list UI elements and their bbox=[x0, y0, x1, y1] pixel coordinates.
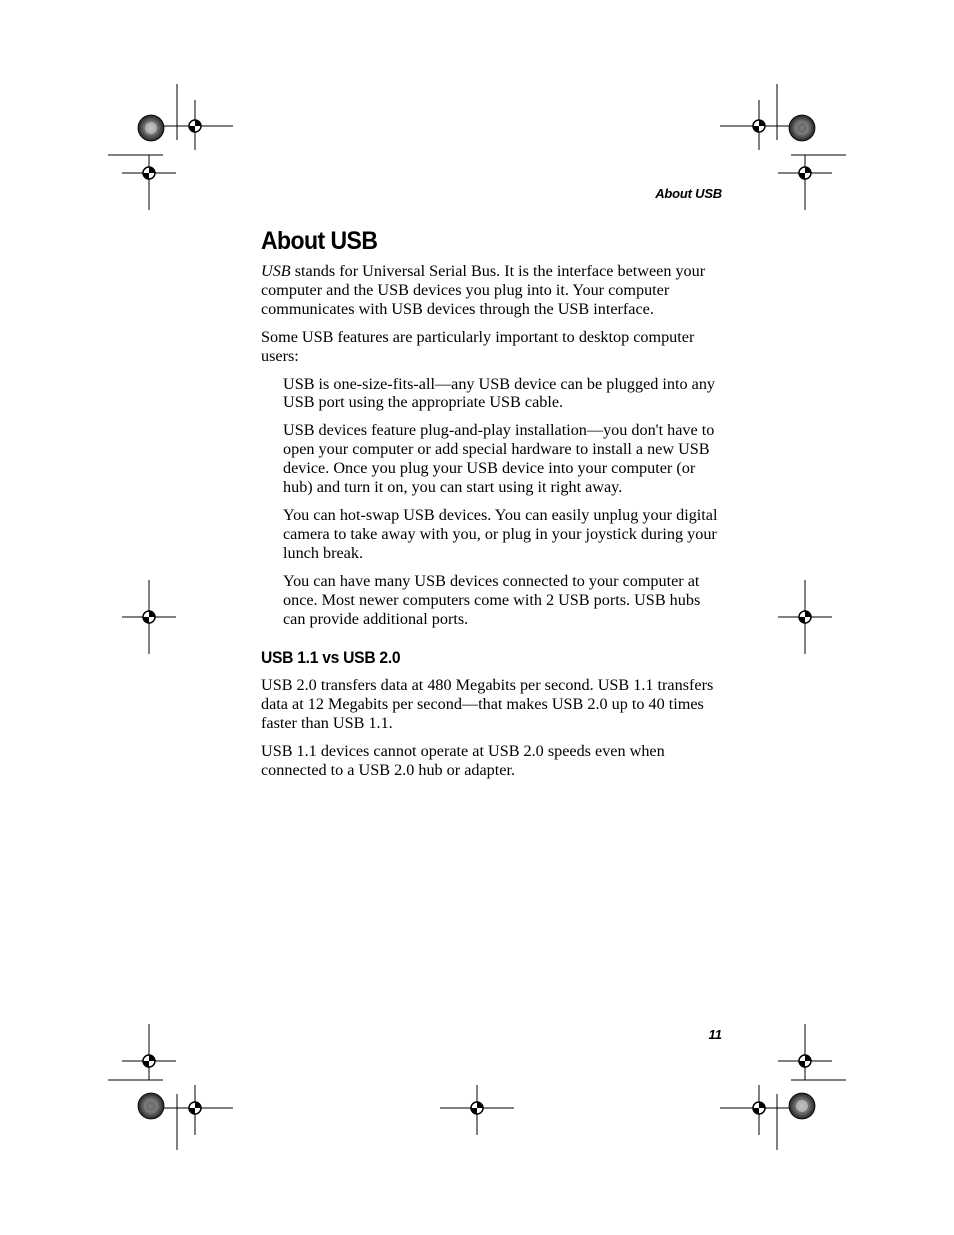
intro-text: stands for Universal Serial Bus. It is the interface between your computer and the USB devices you plug into it. Your computer communicates with USB devices through the USB interface. bbox=[261, 262, 706, 318]
starburst-disc-icon bbox=[789, 115, 815, 141]
starburst-disc-icon bbox=[789, 1093, 815, 1119]
feature-item: USB is one-size-fits-all—any USB device can be plugged into any USB port using the appropriate USB cable. bbox=[283, 374, 716, 412]
crosshair-target-icon bbox=[799, 611, 811, 623]
page-number: 11 bbox=[708, 1027, 722, 1042]
section-heading: USB 1.1 vs USB 2.0 bbox=[261, 648, 401, 668]
crosshair-target-icon bbox=[189, 120, 201, 132]
feature-item: USB devices feature plug-and-play installation—you don't have to open your computer or add special hardware to install a new USB device. Once you plug your USB device into your computer (or hub) and turn it on, you can start using it right away. bbox=[283, 421, 715, 497]
crosshair-target-icon bbox=[471, 1102, 483, 1114]
starburst-disc-icon bbox=[138, 115, 164, 141]
body-paragraph: USB 1.1 devices cannot operate at USB 2.0 speeds even when connected to a USB 2.0 hub or adapter. bbox=[261, 742, 665, 780]
crosshair-target-icon bbox=[143, 167, 155, 179]
crosshair-target-icon bbox=[799, 1055, 811, 1067]
running-head: About USB bbox=[655, 186, 722, 201]
feature-item: You can have many USB devices connected to your computer at once. Most newer computers come with 2 USB ports. USB hubs can provide additional ports. bbox=[283, 571, 701, 628]
page-title: About USB bbox=[261, 227, 378, 255]
usb-term: USB bbox=[261, 262, 291, 280]
starburst-disc-icon bbox=[138, 1093, 164, 1119]
crosshair-target-icon bbox=[189, 1102, 201, 1114]
crosshair-target-icon bbox=[143, 1055, 155, 1067]
main-content bbox=[261, 224, 725, 789]
crosshair-target-icon bbox=[753, 1102, 765, 1114]
crosshair-target-icon bbox=[143, 611, 155, 623]
feature-item: You can hot-swap USB devices. You can easily unplug your digital camera to take away with you, or plug in your joystick during your lunch break. bbox=[283, 505, 718, 562]
body-paragraph: USB 2.0 transfers data at 480 Megabits per second. USB 1.1 transfers data at 12 Megabits per second—that makes USB 2.0 up to 40 times faster than USB 1.1. bbox=[261, 676, 714, 733]
features-intro-paragraph: Some USB features are particularly important to desktop computer users: bbox=[261, 327, 695, 365]
crosshair-target-icon bbox=[753, 120, 765, 132]
intro-paragraph bbox=[261, 262, 725, 319]
crosshair-target-icon bbox=[799, 167, 811, 179]
